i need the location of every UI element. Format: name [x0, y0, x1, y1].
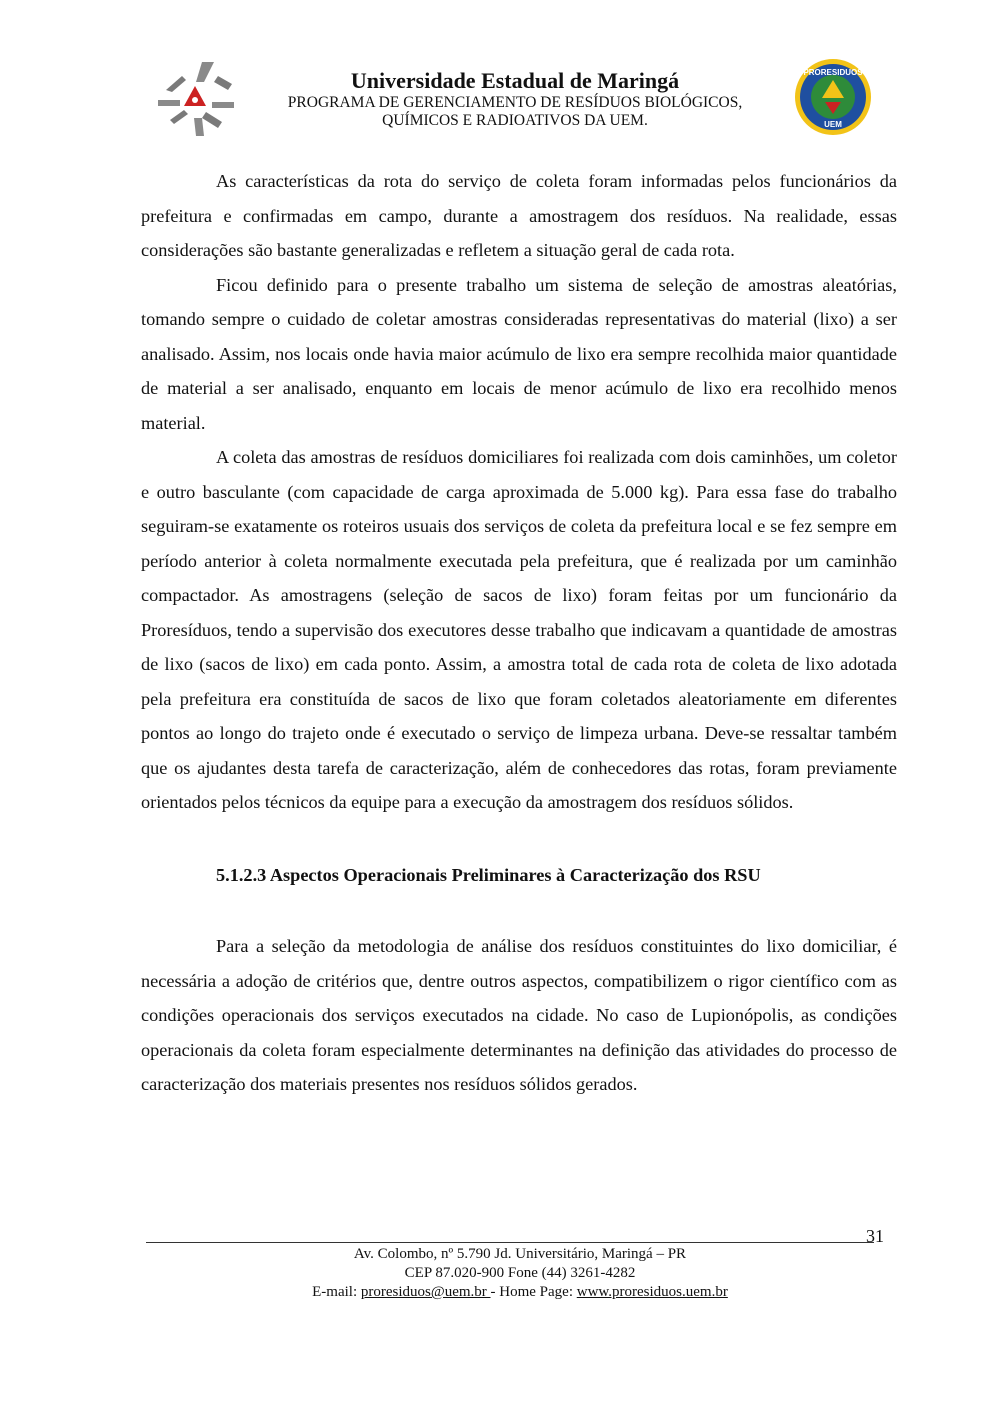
paragraph-3: A coleta das amostras de resíduos domiciliares foi realizada com dois caminhões, um coletor e outro basculante (com capacidade de carga aproximada de 5.000 kg). Para essa fase do trabalho seguiram-se exatamente os roteiros usuais dos serviços de coleta da prefeitura local e se fez sempre em período anterior à coleta normalmente executada pela prefeitura, que é realizada por um caminhão compactador. As amostragens (seleção de sacos de lixo) foram feitas por um funcionário da Proresíduos, tendo a supervisão dos executores desse trabalho que indicavam a quantidade de amostras de lixo (sacos de lixo) em cada ponto. Assim, a amostra total de cada rota de coleta de lixo adotada pela prefeitura era constituída de sacos de lixo que foram coletados aleatoriamente em diferentes pontos ao longo do trajeto onde é executado o serviço de limpeza urbana. Deve-se ressaltar também que os ajudantes desta tarefa de caracterização, além de conhecedores das rotas, foram previamente orientados pelos técnicos da equipe para a execução da amostragem dos resíduos sólidos. — [141, 447, 897, 812]
page-number: 31 — [866, 1226, 884, 1246]
page-footer — [200, 1245, 840, 1302]
email-link[interactable]: proresiduos@uem.br — [360, 1284, 491, 1300]
email-label: E-mail: — [312, 1284, 361, 1300]
logo-text-bottom: UEM — [824, 120, 842, 129]
header-text — [250, 68, 780, 130]
homepage-label: - Home Page: — [490, 1284, 577, 1300]
section-paragraph: Para a seleção da metodologia de análise dos resíduos constituintes do lixo domiciliar, é necessária a adoção de critérios que, dentre outros aspectos, compatibilizem o rigor científico com as condições operacionais dos serviços executados na cidade. No caso de Lupionópolis, as condições operacionais da coleta foram especialmente determinantes na definição das atividades do processo de caracterização dos materiais presentes nos resíduos sólidos gerados. — [141, 936, 897, 1094]
footer-divider — [146, 1242, 874, 1243]
university-name: Universidade Estadual de Maringá — [350, 68, 680, 93]
section-heading: 5.1.2.3 Aspectos Operacionais Preliminares à Caracterização dos RSU — [216, 864, 761, 885]
page-header — [140, 54, 900, 144]
footer-address: Av. Colombo, nº 5.790 Jd. Universitário, Maringá – PR — [353, 1246, 687, 1262]
homepage-link[interactable]: www.proresiduos.uem.br — [576, 1284, 728, 1300]
program-line-1: PROGRAMA DE GERENCIAMENTO DE RESÍDUOS BIOLÓGICOS, — [287, 94, 743, 111]
program-line-2: QUÍMICOS E RADIOATIVOS DA UEM. — [382, 112, 648, 129]
paragraph-1: As características da rota do serviço de coleta foram informadas pelos funcionários da prefeitura e confirmadas em campo, durante a amostragem dos resíduos. Na realidade, essas considerações são bastante generalizadas e refletem a situação geral de cada rota. — [141, 171, 897, 260]
paragraph-2: Ficou definido para o presente trabalho um sistema de seleção de amostras aleatórias, tomando sempre o cuidado de coletar amostras consideradas representativas do material (lixo) a ser analisado. Assim, nos locais onde havia maior acúmulo de lixo era sempre recolhida maior quantidade de material a ser analisado, enquanto em locais de menor acúmulo de lixo era recolhido menos material. — [141, 274, 897, 433]
document-body — [141, 164, 897, 1102]
footer-cep-phone: CEP 87.020-900 Fone (44) 3261-4282 — [404, 1265, 636, 1281]
footer-contact — [200, 1283, 840, 1302]
uem-logo-icon — [152, 56, 238, 138]
logo-text-top: PRORESIDUOS — [803, 68, 863, 77]
proresiduos-logo-icon — [792, 56, 874, 138]
